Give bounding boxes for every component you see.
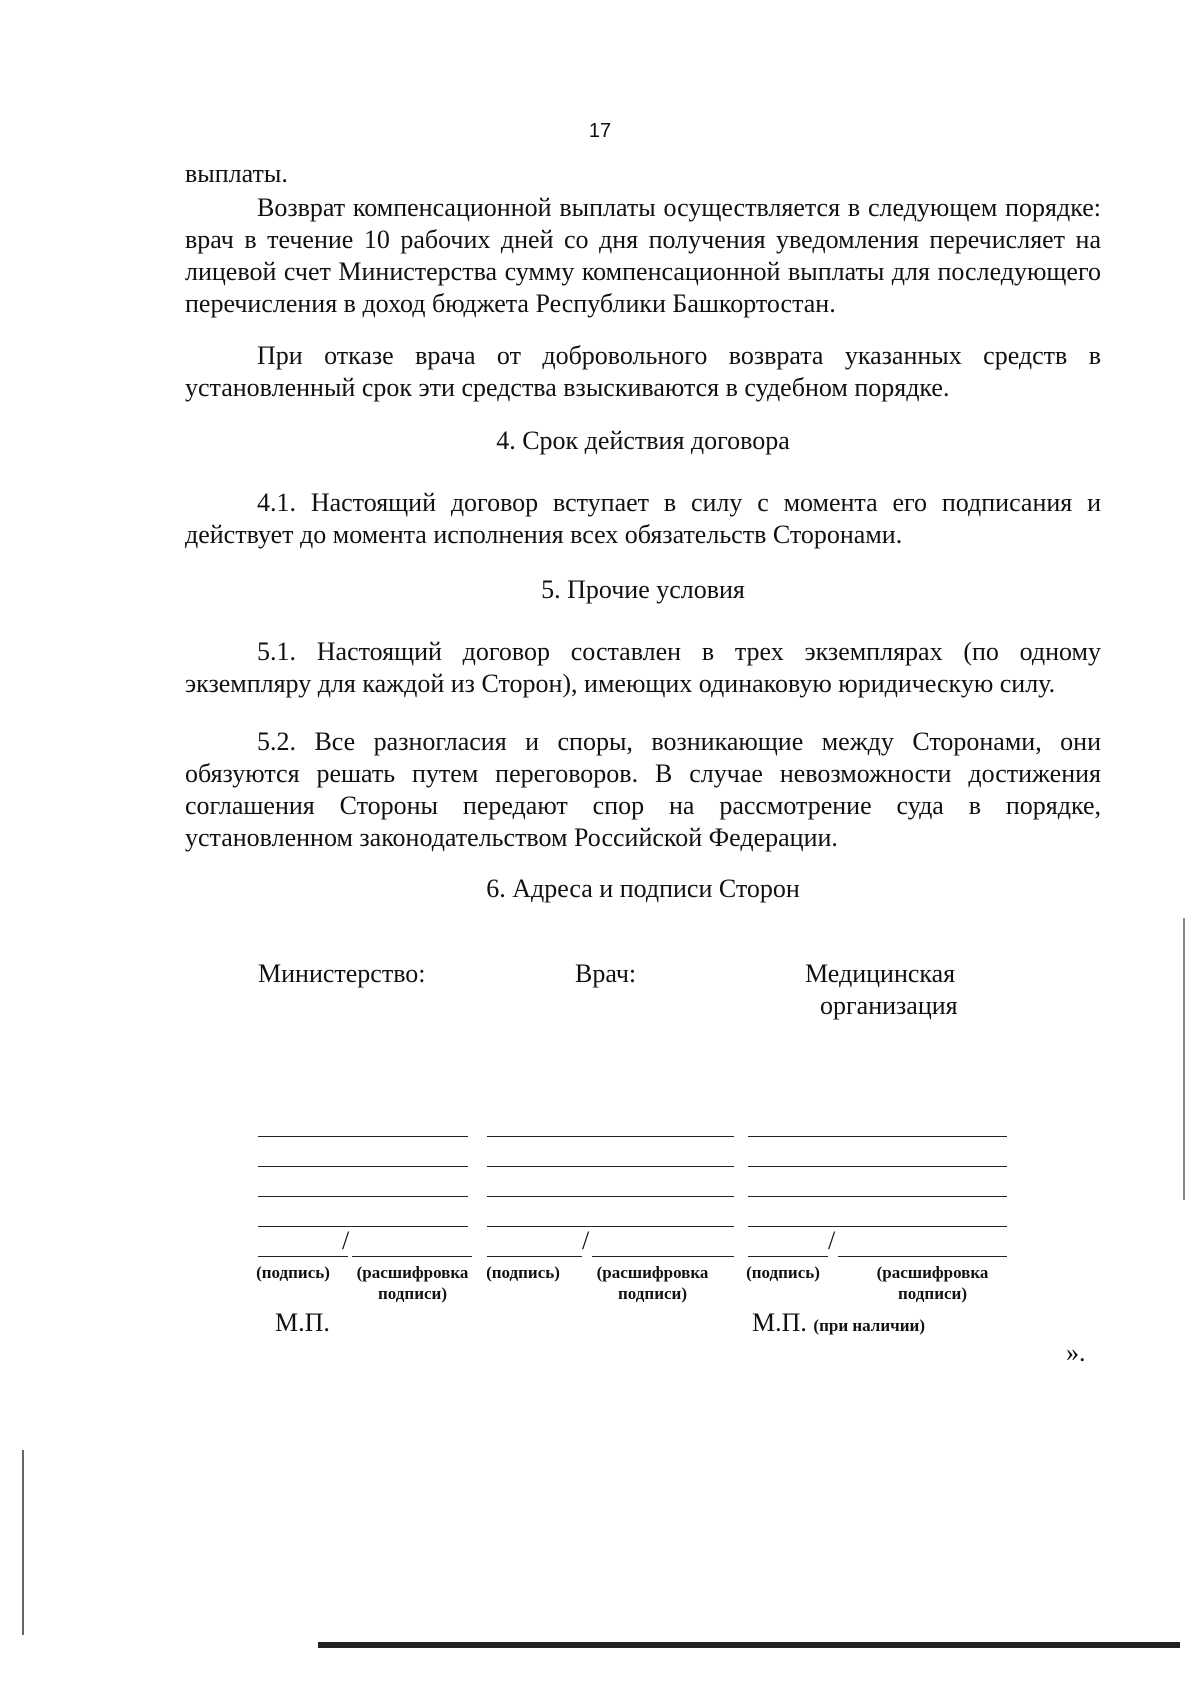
paragraph-4-1: 4.1. Настоящий договор вступает в силу с момента его подписания и действует до момента исполнения всех обязательств Сторонами. xyxy=(185,488,1101,549)
ministry-stamp-place: М.П. xyxy=(275,1308,330,1337)
doctor-signature-line xyxy=(487,1256,582,1257)
doctor-title: Врач: xyxy=(575,959,637,988)
med-org-stamp-note: (при наличии) xyxy=(813,1316,925,1335)
med-org-stamp-place xyxy=(752,1308,925,1338)
med-org-address-line xyxy=(748,1166,1007,1167)
ministry-title: Министерство: xyxy=(258,959,426,988)
ministry-decode-label: (расшифровка подписи) xyxy=(356,1263,469,1303)
scan-bottom-bar xyxy=(318,1642,1180,1648)
ministry-sign-label: (подпись) xyxy=(256,1263,330,1282)
section-5-heading: 5. Прочие условия xyxy=(541,575,745,604)
paragraph-continuation: выплаты. xyxy=(185,159,288,188)
ministry-address-line xyxy=(258,1166,468,1167)
med-org-stamp-label: М.П. xyxy=(752,1308,807,1337)
med-org-address-line xyxy=(748,1226,1007,1227)
med-org-address-line xyxy=(748,1136,1007,1137)
med-org-decode-label: (расшифровка подписи) xyxy=(876,1263,989,1303)
doctor-sign-label: (подпись) xyxy=(486,1263,560,1282)
section-4-heading: 4. Срок действия договора xyxy=(496,426,790,455)
med-org-sign-label: (подпись) xyxy=(746,1263,820,1282)
med-org-address-line xyxy=(748,1196,1007,1197)
med-org-decode-line xyxy=(838,1256,1007,1257)
ministry-signature-line xyxy=(258,1256,348,1257)
ministry-address-line xyxy=(258,1136,468,1137)
paragraph-refusal: При отказе врача от добровольного возврата указанных средств в установленный срок эти средства взыскиваются в судебном порядке. xyxy=(185,341,1101,402)
ministry-address-line xyxy=(258,1226,468,1227)
med-org-signature-line xyxy=(748,1256,828,1257)
scan-edge-left xyxy=(22,1450,24,1635)
paragraph-5-1: 5.1. Настоящий договор составлен в трех экземплярах (по одному экземпляру для каждой из Сторон), имеющих одинаковую юридическую силу. xyxy=(185,637,1101,698)
doctor-address-line xyxy=(487,1166,734,1167)
paragraph-5-2: 5.2. Все разногласия и споры, возникающие между Сторонами, они обязуются решать путем переговоров. В случае невозможности достижения соглашения Стороны передают спор на рассмотрение суда в порядке, установленном законодательством Российской Федерации. xyxy=(185,727,1101,852)
scan-edge-right xyxy=(1183,918,1185,1200)
med-org-title-line2: организация xyxy=(820,991,958,1020)
doctor-address-line xyxy=(487,1226,734,1227)
doctor-address-line xyxy=(487,1196,734,1197)
doctor-signature-slash: / xyxy=(582,1226,590,1255)
med-org-title-line1: Медицинская xyxy=(805,959,956,988)
section-6-heading: 6. Адреса и подписи Сторон xyxy=(486,874,800,903)
ministry-signature-slash: / xyxy=(342,1226,350,1255)
paragraph-refund-order: Возврат компенсационной выплаты осуществляется в следующем порядке: врач в течение 10 рабочих дней со дня получения уведомления перечисляет на лицевой счет Министерства сумму компенсационной выплаты для последующего перечисления в доход бюджета Республики Башкортостан. xyxy=(185,193,1101,318)
doctor-decode-label: (расшифровка подписи) xyxy=(596,1263,709,1303)
ministry-address-line xyxy=(258,1196,468,1197)
doctor-address-line xyxy=(487,1136,734,1137)
ministry-decode-line xyxy=(352,1256,472,1257)
closing-quote: ». xyxy=(1066,1338,1086,1367)
doctor-decode-line xyxy=(592,1256,734,1257)
med-org-signature-slash: / xyxy=(828,1226,836,1255)
page-number: 17 xyxy=(588,120,612,142)
